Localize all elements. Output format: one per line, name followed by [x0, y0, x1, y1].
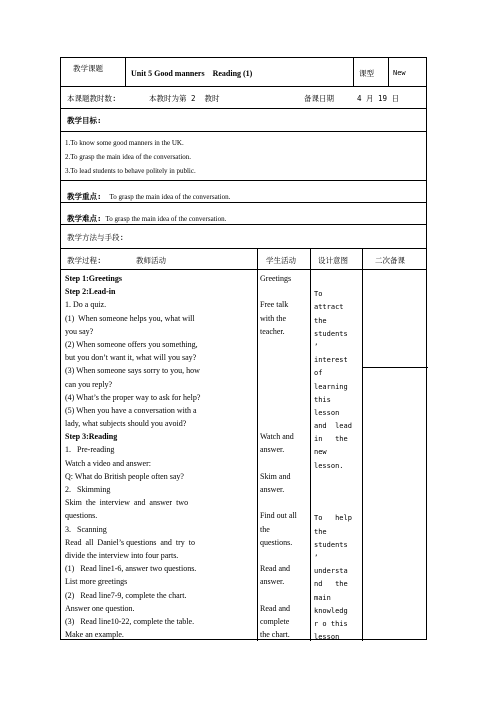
- design-intent-line: [314, 486, 360, 499]
- teacher-activity-line: Step 3:Reading: [65, 432, 118, 442]
- second-prep-column: [363, 270, 428, 641]
- teacher-activity-line: Q: What do British people often say?: [65, 471, 184, 481]
- methods-label: 教学方法与手段:: [67, 233, 125, 242]
- design-intent-line: lesson: [314, 408, 340, 417]
- prep-date: 4 月 19 日: [357, 94, 400, 103]
- design-intent-line: the: [314, 527, 327, 536]
- student-activity-line: the: [260, 524, 270, 534]
- teacher-activity-line: Read all Daniel’s questions and try to: [65, 537, 195, 547]
- design-intent-line: ’: [314, 342, 319, 351]
- student-activity-line: Find out all: [260, 511, 297, 521]
- teacher-activity-line: Answer one question.: [65, 603, 135, 613]
- student-activity-line: [260, 364, 310, 377]
- student-activity-line: Watch and: [260, 432, 294, 442]
- objectives-list-row: [61, 132, 426, 181]
- topic-label: 教学课题: [61, 58, 126, 86]
- student-activity-line: Read and: [260, 603, 290, 613]
- hours-label: 本课题教时数:: [67, 94, 117, 103]
- teacher-activity-line: 3. Scanning: [65, 524, 107, 534]
- design-intent-line: [314, 499, 360, 512]
- design-intent-line: knowledg: [314, 606, 348, 615]
- design-intent-line: nd the: [314, 580, 348, 589]
- student-activity-line: questions.: [260, 537, 293, 547]
- lesson-plan-table: [60, 57, 427, 640]
- teacher-activity-line: 1. Pre-reading: [65, 445, 115, 455]
- objective-item: 2.To grasp the main idea of the conversation.: [65, 153, 192, 161]
- design-intent-line: [314, 473, 360, 486]
- teacher-activity-line: (2) When someone offers you something,: [65, 339, 198, 349]
- teacher-activity-line: you say?: [65, 326, 94, 336]
- student-activity-header: 学生活动: [258, 249, 311, 269]
- difficulty-label: 教学难点:: [67, 214, 102, 223]
- student-activity-line: answer.: [260, 445, 285, 455]
- teacher-activity-line: but you don’t want it, what will you say?: [65, 353, 197, 363]
- design-intent-line: understa: [314, 567, 348, 576]
- student-activity-line: Read and: [260, 564, 290, 574]
- design-intent-line: r o this: [314, 619, 348, 628]
- student-activity-line: Skim and: [260, 471, 291, 481]
- process-body-row: [61, 270, 426, 641]
- design-intent-line: lesson.: [314, 461, 344, 470]
- student-activity-line: [260, 391, 310, 404]
- teacher-activity-line: (5) When you have a conversation with a: [65, 405, 197, 415]
- teacher-activity-line: Step 2:Lead-in: [65, 287, 116, 297]
- student-activity-line: Free talk: [260, 300, 289, 310]
- second-prep-header: 二次备课: [375, 256, 405, 265]
- student-activity-line: complete: [260, 616, 290, 626]
- student-activity-line: answer.: [260, 485, 285, 494]
- student-activity-line: with the: [260, 313, 286, 323]
- student-activity-line: [260, 404, 310, 417]
- teacher-activity-line: lady, what subjects should you avoid?: [65, 419, 187, 429]
- teacher-activity-line: List more greetings: [65, 577, 128, 587]
- objective-item: 3.To lead students to behave politely in public.: [65, 167, 196, 175]
- student-activity-line: answer.: [260, 577, 285, 587]
- type-label: 课型: [354, 58, 389, 86]
- design-intent-column: [311, 270, 363, 641]
- teacher-activity-line: can you reply?: [65, 379, 113, 389]
- teacher-activity-column: [61, 270, 258, 641]
- key-point-text: To grasp the main idea of the conversation.: [109, 193, 231, 201]
- student-activity-line: [260, 417, 310, 430]
- student-activity-line: teacher.: [260, 326, 285, 336]
- design-intent-line: students: [314, 540, 348, 549]
- student-activity-line: Greetings: [260, 274, 292, 283]
- teacher-activity-line: Step 1:Greetings: [65, 274, 122, 283]
- methods-row: [61, 225, 426, 249]
- objective-item: 1.To know some good manners in the UK.: [65, 139, 184, 147]
- column-header-row: [61, 249, 426, 270]
- teacher-activity-label: 教师活动: [136, 256, 167, 265]
- difficulty-row: [61, 203, 426, 225]
- student-activity-line: [260, 457, 310, 470]
- key-point: [67, 181, 230, 202]
- teacher-activity-line: Skim the interview and answer two: [65, 498, 189, 508]
- topic-value: Unit 5 Good manners Reading (1): [126, 58, 354, 86]
- design-intent-line: To: [314, 290, 323, 299]
- design-intent-line: and lead: [314, 422, 352, 431]
- key-point-label: 教学重点:: [67, 192, 102, 201]
- design-intent-header: 设计意图: [311, 249, 363, 269]
- topic-row: [61, 58, 426, 87]
- student-activity-column: [258, 270, 311, 641]
- student-activity-line: [260, 589, 310, 602]
- student-activity-line: [260, 285, 310, 298]
- teacher-activity-line: Watch a video and answer:: [65, 458, 151, 468]
- second-prep-divider: [363, 367, 428, 368]
- teacher-activity-line: (1) When someone helps you, what will: [65, 313, 195, 323]
- design-intent-line: To help: [314, 514, 352, 523]
- design-intent-line: learning: [314, 382, 348, 391]
- design-intent-line: lesson: [314, 633, 340, 642]
- objectives-list: [65, 138, 196, 176]
- design-intent-line: [314, 275, 360, 288]
- teacher-activity-line: (3) When someone says sorry to you, how: [65, 366, 200, 376]
- student-activity-line: the chart.: [260, 630, 290, 640]
- design-intent-line: new: [314, 448, 327, 457]
- design-intent-line: of: [314, 369, 323, 378]
- teacher-activity-line: questions.: [65, 511, 98, 521]
- prep-date-label: 备课日期: [304, 94, 334, 103]
- key-point-row: [61, 181, 426, 203]
- schedule-row: [61, 87, 426, 109]
- process-header: [61, 249, 258, 269]
- design-intent-line: main: [314, 593, 331, 602]
- teacher-activity-line: (1) Read line1-6, answer two questions.: [65, 564, 197, 574]
- process-label: 教学过程:: [67, 256, 102, 265]
- design-intent-line: students: [314, 329, 348, 338]
- design-intent-line: interest: [314, 356, 348, 365]
- design-intent-line: attract: [314, 303, 344, 312]
- teacher-activity-line: (3) Read line10-22, complete the table.: [65, 616, 195, 626]
- teacher-activity-line: (2) Read line7-9, complete the chart.: [65, 590, 187, 600]
- student-activity-line: [260, 549, 310, 562]
- teacher-activity-line: 1. Do a quiz.: [65, 300, 107, 310]
- student-activity-line: [260, 338, 310, 351]
- this-lesson: 本教时为第 2 教时: [149, 94, 220, 103]
- objectives-title-row: [61, 109, 426, 132]
- student-activity-line: [260, 378, 310, 391]
- student-activity-line: [260, 496, 310, 509]
- design-intent-line: this: [314, 395, 331, 404]
- objectives-title: 教学目标:: [67, 116, 102, 125]
- teacher-activity-line: 2. Skimming: [65, 485, 111, 494]
- design-intent-line: in the: [314, 435, 348, 444]
- difficulty: [67, 203, 226, 224]
- teacher-activity-line: Make an example.: [65, 630, 124, 640]
- design-intent-line: ’: [314, 553, 319, 562]
- design-intent-line: the: [314, 316, 327, 325]
- teacher-activity-line: divide the interview into four parts.: [65, 550, 179, 560]
- type-value: New: [393, 69, 406, 77]
- teacher-activity-line: (4) What’s the proper way to ask for help?: [65, 392, 201, 402]
- student-activity-line: [260, 351, 310, 364]
- difficulty-text: To grasp the main idea of the conversation.: [105, 215, 227, 223]
